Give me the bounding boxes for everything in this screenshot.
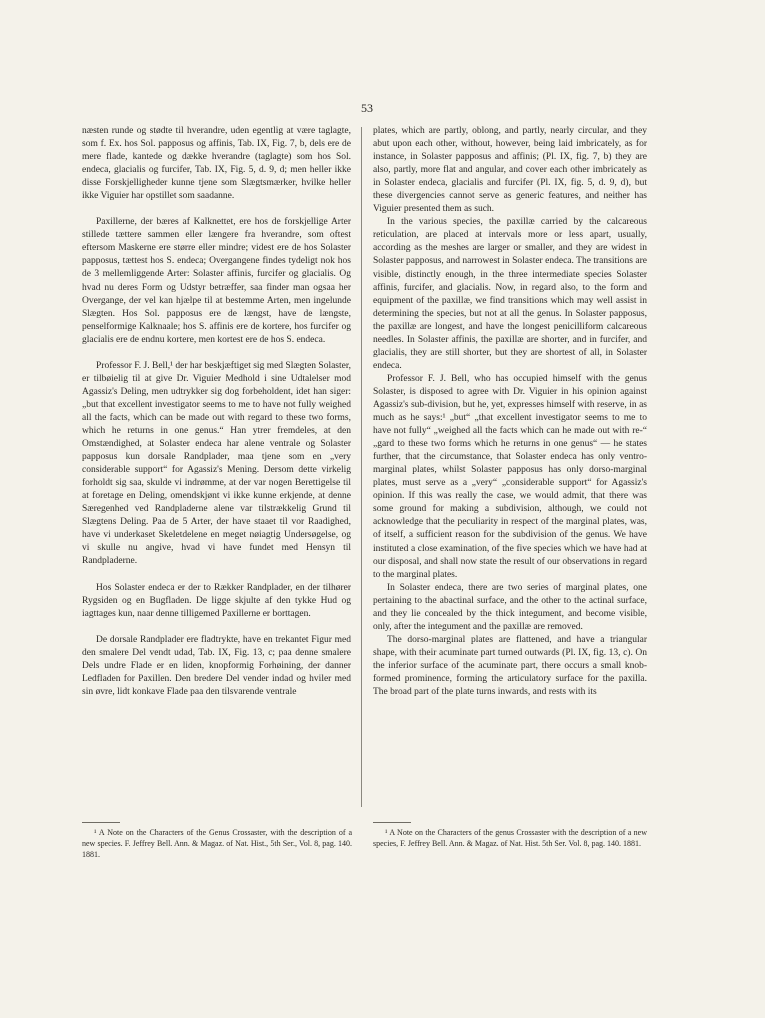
column-divider (361, 127, 362, 807)
paragraph: Paxillerne, der bæres af Kalknettet, ere hos de forskjellige Arter stillede tættere sammen eller længere fra hverandre, som oftest eftersom Maskerne ere større eller mindre; videst ere de hos Solaster papposus, tættest hos S. endeca; Overgangene findes tydeligt nok hos de 3 mellemliggende Arter: Solaster affinis, furcifer og glacialis. Og hvad nu deres Form og Udstyr betræffer, saa finder man ogsaa her Overgange, der vel kan hjælpe til at bestemme Arten, men ingelunde Slægten. Hos Sol. papposus ere de længst, have de længste, penselformige Kalknaale; hos S. affinis ere de kortere, hos furcifer og glacialis ere de endnu kortere, men kortest ere de hos S. endeca. (82, 217, 351, 345)
paragraph: plates, which are partly, oblong, and partly, nearly circular, and they abut upon each other, without, however, being laid imbricately, as for instance, in Solaster papposus and affinis; (Pl. IX, fig. 7, b) they are also, partly, more flat and angular, and cover each other imbricately as in Solaster endeca, glacialis and furcifer (Pl. IX, fig. 5, d. 9, d), but these divergencies cannot serve as generic features, and neither has Viguier presented them as such. (373, 126, 647, 215)
footnote-right: ¹ A Note on the Characters of the genus Crossaster with the description of a new species, F. Jeffrey Bell. Ann. & Magaz. of Nat. Hist. 5th Ser. Vol. 8, pag. 140. 1881. (373, 828, 647, 848)
paragraph: In the various species, the paxillæ carried by the calcareous reticulation, are placed at intervals more or less apart, usually, according as the meshes are larger or smaller, and they are widest in Solaster papposus, and narrowest in Solaster endeca. The transitions are visible, distinctly enough, in the three intermediate species Solaster affinis, furcifer, and glacialis. Now, in regard also, to the form and equipment of the paxillæ, we find transitions which may well assist in determining the species, but not at all the genus. In Solaster papposus, the paxillæ are longest, and have the longest penicilliform calcareous needles. In Solaster affinis, the paxillæ are shorter, and in furcifer, and glacialis, they are still shorter, but they are shortest of all, in Solaster endeca. (373, 217, 647, 371)
paragraph: Hos Solaster endeca er der to Rækker Randplader, en der tilhører Rygsiden og en Bugfladen. De ligge skjulte af den tykke Hud og iagttages kun, naar denne tilligemed Paxillerne er borttagen. (82, 582, 351, 619)
paragraph: The dorso-marginal plates are flattened, and have a triangular shape, with their acuminate part turned outwards (Pl. IX, fig. 13, c). On the inferior surface of the acuminate part, there occurs a small knob-formed prominence, forming the articulatory surface for the paxilla. The broad part of the plate turns inwards, and rests with its (373, 634, 647, 698)
paragraph: næsten runde og stødte til hverandre, uden egentlig at være taglagte, som f. Ex. hos Sol. papposus og affinis, Tab. IX, Fig. 7, b, dels ere de mere flade, kantede og dække hverandre (taglagte) som hos Sol. endeca, glacialis og furcifer, Tab. IX, Fig. 5, d. 9, d; men heller ikke disse Forskjelligheder kunne tjene som Slægtsmærker, hvilke heller ikke Viguier har opstillet som saadanne. (82, 126, 351, 202)
paragraph: Professor F. J. Bell, who has occupied himself with the genus Solaster, is disposed to agree with Dr. Viguier in his opinion against Agassiz's sub-division, but he, yet, expresses himself with reserve, in as much as he says:¹ „but“ „that excellent investigator seems to me to have not fully“ „weighed all the facts which can he made out with re-“ „gard to these two forms which he returns in one genus“ — he states further, that the circumstance, that Solaster endeca has only ventro-marginal plates, whilst Solaster papposus has only dorso-marginal plates, must serve as a „very“ „considerable support“ for Agassiz's opinion. If this was really the case, we would admit, that there was some ground for making a subdivision, although, we could not acknowledge that the peculiarity in respect of the marginal plates, was, of itself, a sufficient reason for the subdivision of the genus. We have instituted a close examination, of the five species which we have had at our disposal, and shall now state the result of our observations in regard to the marginal plates. (373, 373, 647, 580)
footnote-left: ¹ A Note on the Characters of the Genus Crossaster, with the description of a new species. F. Jeffrey Bell. Ann. & Magaz. of Nat. Hist., 5th Ser., Vol. 8, pag. 140. 1881. (82, 828, 352, 859)
paragraph: In Solaster endeca, there are two series of marginal plates, one pertaining to the abactinal surface, and the other to the actinal surface, and they lie concealed by the thick integument, and become visible, only, after the integument and the paxillæ are removed. (373, 582, 647, 632)
paragraph: Professor F. J. Bell,¹ der har beskjæftiget sig med Slægten Solaster, er tilbøielig til at give Dr. Viguier Medhold i sine Udtalelser mod Agassiz's Deling, men udtrykker sig dog forbeholdent, idet han siger: „but that excellent investigator seems to me to have not fully weighed all the facts, which can be made out with regard to these two forms, which he returns in one genus.“ Han ytrer fremdeles, at den Omstændighed, at Solaster endeca har alene ventrale og Solaster papposus kun dorsale Randplader, maa tjene som en „very considerable support“ for Agassiz's Mening. Dersom dette virkelig forholdt sig saa, skulde vi indrømme, at der var nogen Berettigelse til at foretage en Deling, omendskjønt vi ikke kunne erkjende, at denne Særegenhed ved Randpladerne alene var tilstrækkelig Grund til Slægtens Deling. Paa de 5 Arter, der have staaet til vor Raadighed, have vi underkaset Skeletdelene en meget nøiagtig Undersøgelse, og vi skulle nu angive, hvad vi have fundet med Hensyn til Randpladerne. (82, 360, 352, 567)
page-number: 53 (361, 101, 373, 115)
footnote-rule (82, 822, 120, 823)
right-column-english (373, 125, 647, 699)
footnote-rule (373, 822, 411, 823)
paragraph: De dorsale Randplader ere fladtrykte, have en trekantet Figur med den smalere Del vendt udad, Tab. IX, Fig. 13, c; paa denne smalere Dels undre Flade er en liden, knopformig Forhøining, der danner Ledfladen for Paxillen. Den bredere Del vender indad og hviler med sin øvre, lidt konkave Flade paa den tilsvarende ventrale (82, 634, 351, 697)
left-column-danish (82, 125, 351, 712)
